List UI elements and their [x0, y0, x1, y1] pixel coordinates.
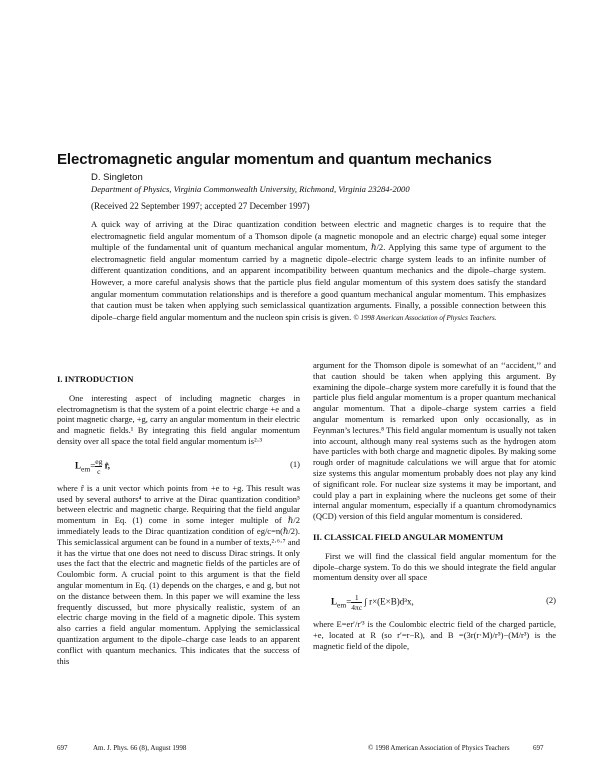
- footer-page-right: 697: [533, 744, 544, 752]
- author: D. Singleton: [91, 172, 143, 183]
- section-heading-classical: II. CLASSICAL FIELD ANGULAR MOMENTUM: [313, 531, 504, 542]
- right-column: [313, 360, 556, 652]
- eq2-label: (2): [546, 595, 556, 606]
- equation-2: $L_{em}=$ $\frac{1}{4\pi c}$ ∫ r×(E×B)d³x, (2): [331, 593, 556, 613]
- footer-journal: Am. J. Phys. 66 (8), August 1998: [93, 744, 187, 752]
- paper-title: Electromagnetic angular momentum and quantum mechanics: [57, 151, 492, 168]
- classical-paragraph-2: where E=er′/r′³ is the Coulombic electric field of the charged particle, +e, located at R (so r′=r−R), and B =(3r(r·M)/r⁵)−(M/r³) is the magnetic field of the dipole,: [313, 619, 556, 651]
- received-dates: (Received 22 September 1997; accepted 27 December 1997): [91, 201, 310, 211]
- eq2-numerator: 1: [354, 593, 359, 603]
- eq2-fraction: [351, 593, 362, 612]
- eq1-fraction: [95, 457, 102, 476]
- section-heading-introduction: I. INTRODUCTION: [57, 374, 134, 384]
- eq1-label: (1): [290, 458, 300, 469]
- classical-paragraph-1: First we will find the classical field angular momentum for the dipole–charge system. To do this we should integrate the field angular momentum density over all space: [313, 550, 556, 583]
- eq2-denominator: 4πc: [351, 603, 363, 613]
- eq2-lhs: L: [331, 596, 338, 607]
- footer-copyright: © 1998 American Association of Physics Teachers: [368, 744, 510, 752]
- abstract: [91, 219, 546, 324]
- eq1-lhs: L: [75, 460, 82, 471]
- left-column: [57, 374, 300, 666]
- footer-page-left: 697: [57, 744, 68, 752]
- eq1-denominator: c: [97, 466, 101, 476]
- abstract-text: A quick way of arriving at the Dirac quantization condition between electric and magnetic charges is to require that the electromagnetic field angular momentum of a Thomson dipole (a magnetic monopole and an electric charge) equal some integer multiple of the fundamental unit of quantum mechanical angular momentum, ℏ/2. Applying this same type of argument to the electromagnetic field angular momentum carried by a magnetic dipole–electric charge system leads to an infinite number of different quantization conditions, and an apparent incompatibility between quantum mechanics and the dipole–charge system. However, a more careful analysis shows that the particle plus field angular momentum of this system does satisfy the standard angular momentum commutation relationships and is therefore a good quantum mechanical angular momentum. This emphasizes that caution must be taken when applying such semiclassical quantization arguments. Finally, a possible connection between this dipole–charge field angular momentum and the nucleon spin crisis is given.: [91, 219, 546, 322]
- eq1-numerator: eg: [95, 456, 103, 466]
- eq1-sub: em: [81, 464, 91, 474]
- intro-paragraph-2: where r̂ is a unit vector which points from +e to +g. This result was used by several authors⁴ to arrive at the Dirac quantization condition⁵ between electric and magnetic charge. Requiring that the field angular momentum in Eq. (1) come in some integer multiple of ℏ/2 immediately leads to the Dirac quantization condition of eg/c=n(ℏ/2). This semiclassical argument can be found in a number of texts,²·⁶·⁷ and it has the virtue that one does not need to discuss Dirac strings. It only uses the fact that the electric and magnetic fields of the particles are of Coulombic form. A crucial point to this argument is that the field angular momentum in Eq. (1) depends on the charges, e and g, but not on the distance between them. In this paper we will examine the less frequently discussed, but more physically realistic, system of an electric charge moving in the field of a magnetic dipole. This system also carries a field angular momentum. Applying the semiclassical quantization argument to the dipole–charge case leads to an apparent conflict with quantum mechanics. This indicates that the success of this: [57, 482, 300, 666]
- intro-paragraph-1: One interesting aspect of including magnetic charges in electromagnetism is that the system of a point electric charge +e and a point magnetic charge, +g, carry an angular momentum in their electric and magnetic fields.¹ By integrating this field angular momentum density over all space the total field angular momentum is²·³: [57, 392, 300, 446]
- eq1-rhs: r̂,: [104, 460, 111, 471]
- abstract-copyright: © 1998 American Association of Physics Teachers.: [353, 313, 497, 322]
- affiliation: Department of Physics, Virginia Commonwealth University, Richmond, Virginia 23284-2000: [91, 184, 410, 194]
- eq2-rhs: ∫ r×(E×B)d³x,: [364, 596, 414, 607]
- equation-1: $L_{em}=$ $\frac{eg}{c}$ r̂, (1): [75, 456, 300, 476]
- intro-paragraph-3: argument for the Thomson dipole is somewhat of an ‘‘accident,’’ and that caution should be taken when applying this argument. By examining the dipole–charge system more carefully it is found that the particle plus field angular momentum is a proper quantum mechanical angular momentum. That a dipole–charge system carries a field angular momentum is remarked upon only occasionally, as in Feynman’s lectures.⁸ This field angular momentum is usually not taken into account, although many real systems such as the hydrogen atom have particles with both charge and magnetic dipoles. By making some rough order of magnitude calculations we will argue that for atomic size systems this angular momentum probably does not play any kind of significant role. For nuclear size systems it may be important, and could play a part in explaining where the nucleons get some of their internal angular momentum, especially if a quantum chromodynamics (QCD) version of this field angular momentum is considered.: [313, 360, 556, 522]
- eq2-sub: em: [337, 600, 347, 610]
